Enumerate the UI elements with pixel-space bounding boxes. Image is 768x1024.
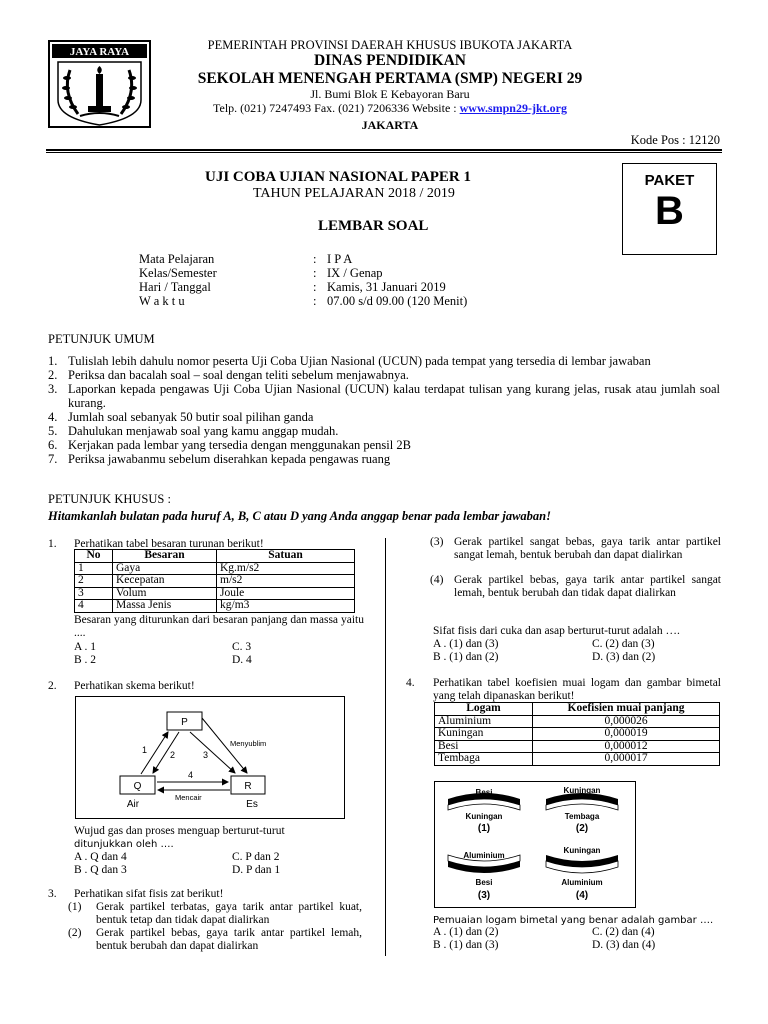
info-sep: :	[313, 294, 317, 308]
list-item	[48, 382, 720, 410]
column-divider	[385, 538, 386, 956]
table-row	[75, 600, 355, 613]
option-a[interactable]: A . (1) dan (2)	[433, 926, 499, 938]
general-instructions-title: PETUNJUK UMUM	[48, 332, 155, 346]
bimetal-2-top-label: Kuningan	[563, 786, 601, 795]
item-text: Gerak partikel sangat bebas, gaya tarik antar partikel sangat lemah, bentuk berubah dan dapat dialirkan	[454, 536, 721, 561]
item-text: Gerak partikel terbatas, gaya tarik antar partikel kuat, bentuk tetap dan tidak dapat dialirkan	[96, 901, 362, 926]
table-cell: 2	[75, 575, 113, 588]
label-mencair: Mencair	[175, 793, 202, 802]
jaya-raya-logo	[48, 40, 151, 128]
option-c[interactable]: C. 3	[232, 641, 252, 653]
column-header: Satuan	[217, 550, 355, 563]
question-prompt: Pemuaian logam bimetal yang benar adalah gambar ….	[433, 915, 714, 926]
question-number: 3.	[48, 888, 57, 900]
bimetal-4-number: (4)	[575, 890, 589, 901]
bimetal-1-bottom-label: Kuningan	[465, 812, 503, 821]
label-air: Air	[126, 799, 140, 810]
column-header: Besaran	[113, 550, 217, 563]
option-d[interactable]: D. (3) dan (4)	[592, 939, 656, 951]
item-text: Dahulukan menjawab soal yang kamu anggap mudah.	[68, 424, 339, 438]
item-text: Kerjakan pada lembar yang tersedia dengan menggunakan pensil 2B	[68, 438, 411, 452]
table-row	[435, 728, 720, 741]
package-box	[622, 163, 717, 255]
table-cell: Besi	[435, 740, 533, 753]
item-number: 5.	[48, 424, 58, 438]
table-cell: Kg.m/s2	[217, 562, 355, 575]
package-label: PAKET	[644, 172, 695, 189]
label-menyublim: Menyublim	[230, 739, 267, 748]
table-cell: 0,000017	[533, 753, 720, 766]
exam-year: TAHUN PELAJARAN 2018 / 2019	[253, 186, 455, 201]
list-item	[48, 410, 720, 424]
column-header: Logam	[435, 703, 533, 716]
table-header-row	[435, 703, 720, 716]
info-sep: :	[313, 266, 317, 280]
list-item	[48, 354, 720, 368]
exam-info	[139, 252, 467, 308]
question-text: Perhatikan tabel besaran turunan berikut!	[74, 538, 264, 550]
question-text: Perhatikan tabel koefisien muai logam dan gambar bimetal yang telah dipanaskan berikut!	[433, 677, 721, 702]
option-a[interactable]: A . 1	[74, 641, 97, 653]
label-r: R	[244, 781, 252, 792]
question-prompt: Wujud gas dan proses menguap berturut-turut	[74, 825, 285, 837]
info-row	[139, 280, 467, 294]
table-row	[75, 575, 355, 588]
info-value: IX / Genap	[327, 266, 383, 280]
table-cell: Kecepatan	[113, 575, 217, 588]
postal-code: Kode Pos : 12120	[630, 133, 720, 147]
info-key: Hari / Tanggal	[139, 280, 211, 294]
bimetal-1-number: (1)	[477, 823, 491, 834]
table-cell: 0,000012	[533, 740, 720, 753]
header-phone: Telp. (021) 7247493 Fax. (021) 7206336 Website :	[213, 101, 460, 115]
item-text: Laporkan kepada pengawas Uji Coba Ujian Nasional (UCUN) kalau terdapat tulisan yang kurang jelas, rusak atau jumlah soal kurang.	[68, 382, 720, 410]
column-header: Koefisien muai panjang	[533, 703, 720, 716]
list-item	[48, 438, 720, 452]
table-cell: 0,000026	[533, 715, 720, 728]
item-text: Periksa dan bacalah soal – soal dengan teliti sebelum menjawabnya.	[68, 368, 409, 382]
info-row	[139, 294, 467, 308]
exam-title: UJI COBA UJIAN NASIONAL PAPER 1	[205, 169, 472, 185]
bimetal-2-number: (2)	[575, 823, 589, 834]
info-key: Mata Pelajaran	[139, 252, 215, 266]
item-number: (2)	[68, 927, 82, 939]
option-a[interactable]: A . (1) dan (3)	[433, 638, 499, 650]
table-cell: Aluminium	[435, 715, 533, 728]
info-key: W a k t u	[139, 294, 185, 308]
table-row	[75, 587, 355, 600]
item-number: 1.	[48, 354, 58, 368]
label-3: 3	[203, 750, 209, 760]
label-4: 4	[188, 770, 194, 780]
item-number: 4.	[48, 410, 58, 424]
option-b[interactable]: B . 2	[74, 654, 97, 666]
logo-text: JAYA RAYA	[69, 46, 130, 58]
special-instructions-text: Hitamkanlah bulatan pada huruf A, B, C atau D yang Anda anggap benar pada lembar jawaban!	[48, 509, 552, 523]
info-value: 07.00 s/d 09.00 (120 Menit)	[327, 294, 468, 308]
question-text: Perhatikan skema berikut!	[74, 680, 195, 692]
question-number: 4.	[406, 677, 415, 689]
info-row	[139, 252, 467, 266]
special-instructions-title: PETUNJUK KHUSUS :	[48, 492, 171, 506]
info-key: Kelas/Semester	[139, 266, 217, 280]
bimetal-4-bottom-label: Aluminium	[561, 878, 603, 887]
item-text: Periksa jawabanmu sebelum diserahkan kepada pengawas ruang	[68, 452, 391, 466]
info-value: I P A	[327, 252, 353, 266]
item-number: 7.	[48, 452, 58, 466]
question-number: 2.	[48, 680, 57, 692]
item-number: (4)	[430, 574, 444, 586]
table-cell: Volum	[113, 587, 217, 600]
bimetal-3-bottom-label: Besi	[475, 878, 493, 887]
label-es: Es	[246, 799, 258, 810]
label-2: 2	[170, 750, 176, 760]
bimetal-2-bottom-label: Tembaga	[564, 812, 600, 821]
header-divider	[46, 149, 722, 151]
table-cell: 4	[75, 600, 113, 613]
option-c[interactable]: C. P dan 2	[232, 851, 280, 863]
option-b[interactable]: B . Q dan 3	[74, 864, 127, 876]
header-department: DINAS PENDIDIKAN	[313, 52, 466, 69]
website-link[interactable]: www.smpn29-jkt.org	[459, 101, 567, 115]
table-cell: 0,000019	[533, 728, 720, 741]
item-number: 3.	[48, 382, 58, 396]
list-item	[48, 424, 720, 438]
column-header: No	[75, 550, 113, 563]
header-contact	[150, 101, 630, 116]
option-d[interactable]: D. P dan 1	[232, 864, 281, 876]
item-text: Jumlah soal sebanyak 50 butir soal pilihan ganda	[68, 410, 314, 424]
info-sep: :	[313, 252, 317, 266]
list-item	[48, 368, 720, 382]
option-c[interactable]: C. (2) dan (4)	[592, 926, 655, 938]
info-row	[139, 266, 467, 280]
option-b[interactable]: B . (1) dan (2)	[433, 651, 499, 663]
quantity-table	[74, 549, 355, 613]
table-cell: Kuningan	[435, 728, 533, 741]
item-text: Gerak partikel bebas, gaya tarik antar partikel lemah, bentuk berubah dan dapat dialirkan	[96, 927, 362, 952]
bimetal-3-top-label: Aluminium	[463, 851, 505, 860]
question-number: 1.	[48, 538, 57, 550]
bimetal-4-top-label: Kuningan	[563, 846, 601, 855]
table-cell: Massa Jenis	[113, 600, 217, 613]
question-prompt: Sifat fisis dari cuka dan asap berturut-turut adalah ….	[433, 625, 680, 637]
bimetal-1-top-label: Besi	[475, 788, 493, 797]
label-q: Q	[133, 781, 142, 792]
label-p: P	[181, 717, 188, 728]
expansion-coefficient-table	[434, 702, 720, 766]
table-row	[435, 753, 720, 766]
table-cell: Gaya	[113, 562, 217, 575]
general-instructions-list	[48, 354, 720, 466]
label-1: 1	[142, 745, 148, 755]
sheet-title: LEMBAR SOAL	[318, 218, 429, 234]
item-text: Gerak partikel bebas, gaya tarik antar partikel sangat lemah, bentuk berubah dan tidak dapat dialirkan	[454, 574, 721, 599]
table-row	[435, 740, 720, 753]
option-d[interactable]: D. 4	[232, 654, 252, 666]
table-cell: Joule	[217, 587, 355, 600]
item-number: (1)	[68, 901, 82, 913]
phase-change-diagram	[75, 696, 345, 819]
table-cell: 3	[75, 587, 113, 600]
list-item	[48, 452, 720, 466]
option-d[interactable]: D. (3) dan (2)	[592, 651, 656, 663]
table-row	[75, 562, 355, 575]
item-number: 2.	[48, 368, 58, 382]
header-city: JAKARTA	[361, 118, 419, 132]
header-school: SEKOLAH MENENGAH PERTAMA (SMP) NEGERI 29	[197, 70, 583, 87]
question-prompt-cont: ditunjukkan oleh ….	[74, 839, 174, 850]
question-prompt: Besaran yang diturunkan dari besaran panjang dan massa yaitu ....	[74, 614, 364, 639]
option-b[interactable]: B . (1) dan (3)	[433, 939, 499, 951]
info-sep: :	[313, 280, 317, 294]
item-number: (3)	[430, 536, 444, 548]
table-cell: 1	[75, 562, 113, 575]
option-a[interactable]: A . Q dan 4	[74, 851, 127, 863]
header-government: PEMERINTAH PROVINSI DAERAH KHUSUS IBUKOTA JAKARTA	[207, 38, 573, 52]
table-cell: Tembaga	[435, 753, 533, 766]
table-header-row	[75, 550, 355, 563]
package-letter: B	[655, 189, 684, 233]
header-divider-thin	[46, 152, 722, 153]
option-c[interactable]: C. (2) dan (3)	[592, 638, 655, 650]
bimetal-figure	[434, 781, 636, 908]
question-text: Perhatikan sifat fisis zat berikut!	[74, 888, 224, 900]
item-number: 6.	[48, 438, 58, 452]
table-cell: kg/m3	[217, 600, 355, 613]
table-cell: m/s2	[217, 575, 355, 588]
info-value: Kamis, 31 Januari 2019	[327, 280, 446, 294]
table-row	[435, 715, 720, 728]
header-address: Jl. Bumi Blok E Kebayoran Baru	[310, 87, 470, 101]
item-text: Tulislah lebih dahulu nomor peserta Uji Coba Ujian Nasional (UCUN) pada tempat yang tersedia di lembar jawaban	[68, 354, 651, 368]
bimetal-3-number: (3)	[477, 890, 491, 901]
